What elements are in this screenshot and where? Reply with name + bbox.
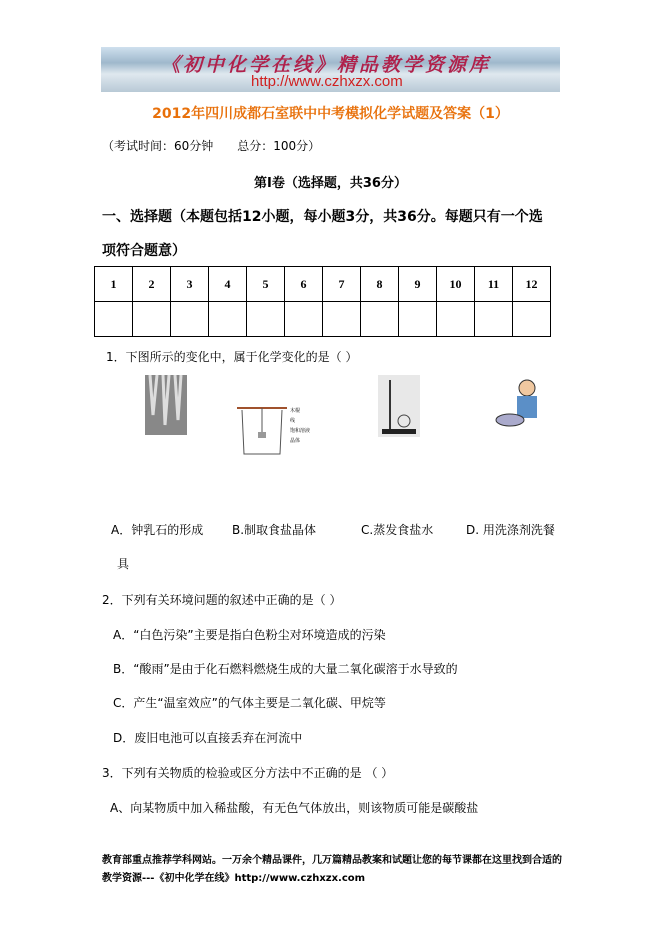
q2-stem: 2．下列有关环境问题的叙述中正确的是（ ） [102,593,342,607]
part1-instructions-cont: 项符合题意） [102,243,186,259]
answer-cell [475,302,513,337]
table-header-row [95,267,551,302]
table-header: 12 [513,267,551,302]
table-header: 9 [399,267,437,302]
section-heading: 第Ⅰ卷（选择题，共36分） [254,176,407,191]
q2-option-a: A．“白色污染”主要是指白色粉尘对环境造成的污染 [113,628,386,642]
answer-cell [285,302,323,337]
answer-cell [399,302,437,337]
answer-cell [133,302,171,337]
table-header: 6 [285,267,323,302]
doc-title: 2012年四川成都石室联中中考模拟化学试题及答案（1） [152,106,509,122]
q1-option-b: B.制取食盐晶体 [232,523,317,537]
answer-cell [247,302,285,337]
table-header: 11 [475,267,513,302]
crystal-beaker-image [232,402,322,457]
table-header: 5 [247,267,285,302]
q1-option-a: A．钟乳石的形成 [111,523,204,537]
q2-option-d: D．废旧电池可以直接丢弃在河流中 [113,731,303,745]
part1-instructions: 一、选择题（本题包括12小题，每小题3分，共36分。每题只有一个选 [102,209,543,225]
table-header: 2 [133,267,171,302]
answer-cell [209,302,247,337]
answer-cell [171,302,209,337]
answer-row [95,302,551,337]
answer-cell [513,302,551,337]
washing-dishes-image [492,376,550,436]
exam-info: （考试时间：60分钟 总分：100分） [102,139,321,153]
q1-stem: 1．下图所示的变化中，属于化学变化的是（ ） [106,350,358,364]
answer-table [94,266,551,337]
answer-cell [361,302,399,337]
figure-label: 线 [290,418,296,424]
table-header: 10 [437,267,475,302]
figure-label: 木棍 [290,408,301,414]
q2-option-b: B．“酸雨”是由于化石燃料燃烧生成的大量二氧化碳溶于水导致的 [113,662,458,676]
q3-option-a: A、向某物质中加入稀盐酸，有无色气体放出，则该物质可能是碳酸盐 [110,801,479,815]
table-header: 4 [209,267,247,302]
q3-stem: 3．下列有关物质的检验或区分方法中不正确的是 （ ） [102,766,394,780]
banner-url[interactable]: http://www.czhxzx.com [251,73,403,90]
footer-line1: 教育部重点推荐学科网站。一万余个精品课件，几万篇精品教案和试题让您的每节课都在这里找到合适的 [102,855,562,866]
figure-label: 饱和溶液 [290,428,311,434]
banner-title: 《初中化学在线》精品教学资源库 [161,54,492,76]
figure-label: 晶体 [290,438,301,444]
table-header: 3 [171,267,209,302]
answer-cell [323,302,361,337]
table-header: 1 [95,267,133,302]
q1-option-d: D. 用洗涤剂洗餐 [466,523,555,537]
q1-option-d-cont: 具 [117,557,130,571]
footer-line2: 教学资源---《初中化学在线》http://www.czhxzx.com [102,873,366,884]
q2-option-c: C．产生“温室效应”的气体主要是二氧化碳、甲烷等 [113,696,386,710]
stalactite-image [145,375,187,435]
answer-cell [95,302,133,337]
evaporation-apparatus-image [378,375,420,437]
table-header: 7 [323,267,361,302]
answer-cell [437,302,475,337]
q1-option-c: C.蒸发食盐水 [361,523,434,537]
table-header: 8 [361,267,399,302]
header-banner [101,47,560,92]
